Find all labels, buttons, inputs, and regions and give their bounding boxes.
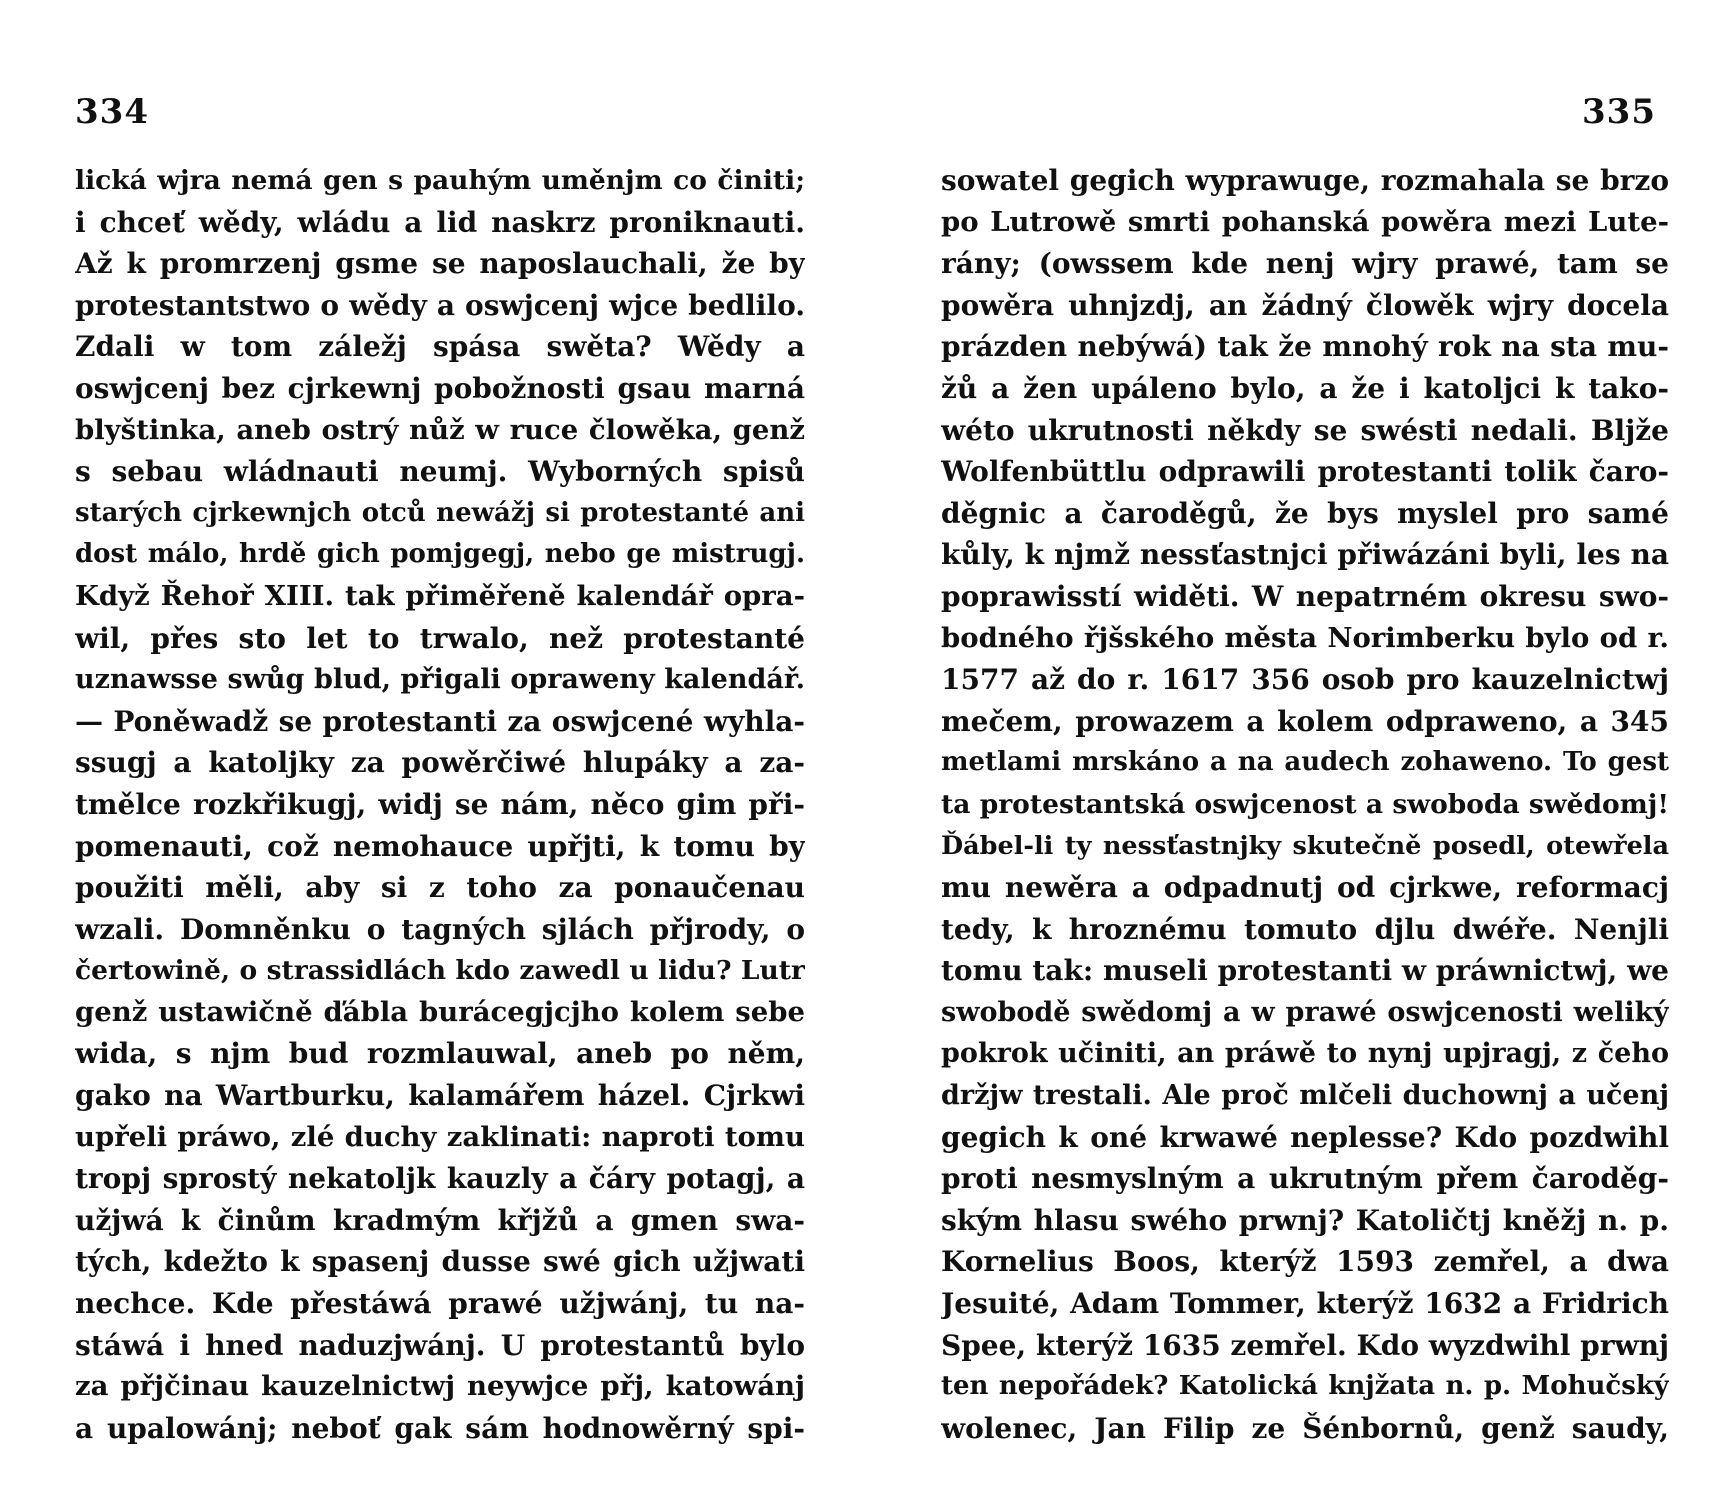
text-line: Wolfenbüttlu odprawili protestanti tolik čaro- (941, 455, 1669, 489)
text-line: poprawisstí widěti. W nepatrném okresu swo- (941, 579, 1669, 613)
text-line: a upalowánj; neboť gak sám hodnowěrný spi- (75, 1411, 805, 1445)
text-line: držjw trestali. Ale proč mlčeli duchownj a učenj (941, 1080, 1669, 1112)
text-line: stáwá i hned naduzjwánj. U protestantů bylo (75, 1328, 805, 1362)
text-line: tmělce rozkřikugj, widj se nám, něco gim při- (75, 787, 805, 821)
text-line: tých, kdežto k spasenj dusse swé gich užjwati (75, 1245, 805, 1279)
text-line: rány; (owssem kde nenj wjry prawé, tam se (941, 247, 1669, 281)
text-line: kůly, k njmž nessťastnjci přiwázáni byli, les na (941, 538, 1669, 572)
text-line: oswjcenj bez cjrkewnj pobožnosti gsau marná (75, 371, 805, 405)
text-line: mečem, prowazem a kolem odprawenо, a 345 (941, 704, 1669, 738)
text-line: powěra uhnjzdj, an žádný člowěk wjry docela (941, 288, 1669, 322)
text-line: 1577 až do r. 1617 356 osob pro kauzelnictwj (941, 663, 1669, 697)
text-line: Zdali w tom záležj spása swěta? Wědy a (75, 330, 805, 364)
text-line: bodného řjšského města Norimberku bylo od r. (941, 621, 1669, 654)
text-line: protestantstwo o wědy a oswjcenj wjce bedlilo. (75, 288, 805, 322)
text-line: užjwá k činům kradmým křjžů a gmen swa- (75, 1203, 805, 1237)
text-line: proti nesmyslným a ukrutným přem čaroděg- (941, 1162, 1669, 1196)
text-line: pomenauti, což nemohauce upřjti, k tomu by (75, 829, 805, 863)
text-line: děgnic a čaroděgů, že bys myslel pro samé (941, 496, 1669, 530)
text-line: gegich k oné krwawé neplesse? Kdo pozdwihl (941, 1120, 1669, 1154)
text-line: Spee, kterýž 1635 zemřel. Kdo wyzdwihl prwnj (941, 1328, 1669, 1362)
text-line: Ďábel-li ty nessťastnjky skutečně posedl, otewřela (941, 830, 1669, 861)
text-line: za přjčinau kauzelnictwj neywjce přj, katowánj (75, 1370, 805, 1403)
text-line: Kornelius Boos, kterýž 1593 zemřel, a dwa (941, 1245, 1669, 1279)
text-line: nechce. Kde přestáwá prawé užjwánj, tu na- (75, 1287, 805, 1321)
text-line: wida, s njm bud rozmlauwal, aneb po něm, (75, 1037, 805, 1071)
text-line: wil, přes sto let to trwalo, než protestanté (75, 621, 805, 655)
text-line: dost málo, hrdě gich pomjgegj, nebo ge mistrugj. (75, 539, 805, 570)
text-line: čertowině, o strassidlách kdo zawedl u lidu? Lutr (75, 955, 805, 987)
text-line: Když Řehoř XIII. tak přiměřeně kalendář opra- (75, 579, 805, 612)
text-line: upřeli práwo, zlé duchy zaklinati: naproti tomu (75, 1120, 805, 1153)
text-line: prázden nebýwá) tak že mnohý rok na sta mu- (941, 330, 1669, 364)
text-line: tedy, k hroznému tomuto djlu dwéře. Nenjli (941, 912, 1669, 946)
text-line: tomu tak: museli protestanti w práwnictwj, we (941, 954, 1669, 988)
text-line: tropj sprostý nekatoljk kauzly a čáry potagj, a (75, 1162, 805, 1196)
text-line: starých cjrkewnjch otců newážj si protestanté ani (75, 497, 805, 528)
text-line: Jesuité, Adam Tommer, kterýž 1632 a Fridrich (941, 1287, 1669, 1321)
text-line: pokrok učiniti, an práwě to nynj upjragj, z čeho (941, 1038, 1669, 1070)
text-line: wolenec, Jan Filip ze Šénbornů, genž saudy, (941, 1411, 1669, 1445)
text-line: mu newěra a odpadnutj od cjrkwe, reformacj (941, 871, 1669, 905)
right-page-text (941, 160, 1669, 1449)
text-line: — Poněwadž se protestanti za oswjcené wyhla- (75, 704, 805, 738)
text-line: swobodě swědomj a w prawé oswjcenosti weliký (941, 996, 1669, 1028)
text-line: ssugj a katoljky za powěrčiwé hlupáky a za- (75, 746, 805, 780)
text-line: ta protestantská oswjcenost a swoboda swědomj! (941, 788, 1669, 820)
text-line: Až k promrzenj gsme se naposlauchali, že by (75, 247, 805, 281)
text-line: gako na Wartburku, kalamářem házel. Cjrkwi (75, 1079, 805, 1113)
text-line: s sebau wládnauti neumj. Wyborných spisů (75, 455, 805, 489)
text-line: ten nepořádek? Katolická knjžata n. p. Mohučský (941, 1371, 1669, 1402)
text-line: wéto ukrutnosti někdy se swésti nedali. Bljže (941, 413, 1669, 447)
text-line: použiti měli, aby si z toho za ponaučenau (75, 871, 805, 905)
page-number-right: 335 (1582, 92, 1656, 132)
left-page-text (75, 160, 805, 1449)
text-line: žů a žen upáleno bylo, a že i katoljci k tako- (941, 371, 1669, 405)
text-line: sowatel gegich wyprawuge, rozmahala se brzo (941, 164, 1669, 197)
text-line: uznawsse swůg blud, přigali opraweny kalendář. (75, 664, 805, 696)
text-line: wzali. Domněnku o tagných sjlách přjrody, o (75, 912, 805, 946)
page-number-left: 334 (75, 92, 149, 132)
text-line: metlami mrskáno a na audech zohaweno. To gest (941, 747, 1669, 778)
text-line: i chceť wědy, wládu a lid naskrz proniknauti. (75, 205, 805, 239)
text-line: lická wjra nemá gen s pauhým uměnjm co činiti; (75, 165, 805, 196)
text-line: ským hlasu swého prwnj? Katoličtj kněžj n. p. (941, 1203, 1669, 1237)
text-line: blyštinka, aneb ostrý nůž w ruce člowěka, genž (75, 413, 805, 446)
text-line: genž ustawičně ďábla burácegjcjho kolem sebe (75, 995, 805, 1028)
text-line: po Lutrowě smrti pohanská powěra mezi Lute- (941, 205, 1669, 238)
